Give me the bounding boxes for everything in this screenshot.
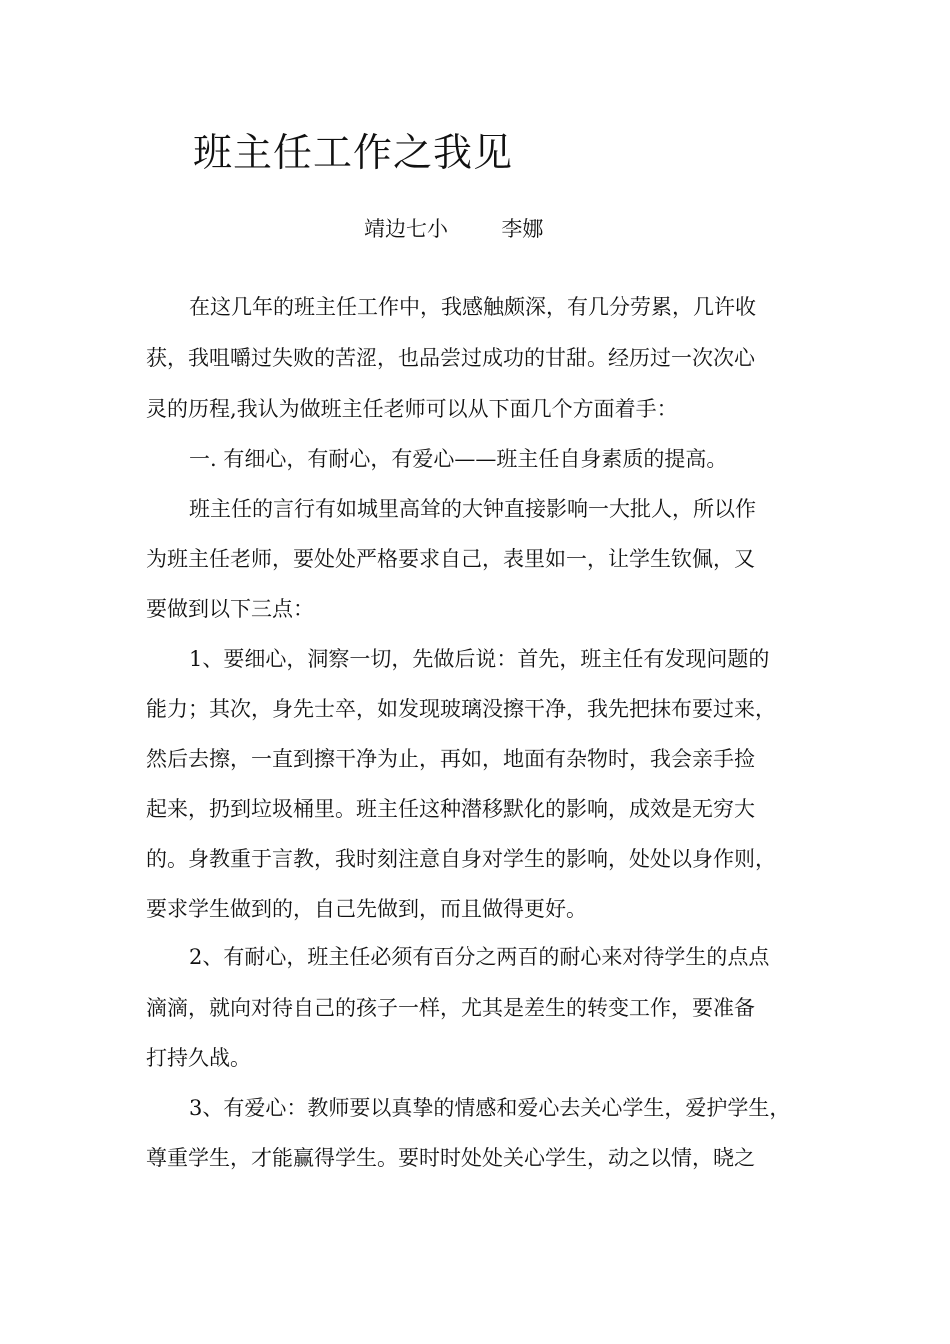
- text-line: 1、要细心，洞察一切，先做后说：首先，班主任有发现问题的: [189, 647, 770, 671]
- text-line: 滴滴，就向对待自己的孩子一样，尤其是差生的转变工作，要准备: [146, 996, 755, 1020]
- page-title: 班主任工作之我见: [193, 131, 514, 176]
- section-heading: 一. 有细心，有耐心，有爱心——班主任自身素质的提高。: [189, 447, 728, 471]
- text-line: 2、有耐心，班主任必须有百分之两百的耐心来对待学生的点点: [189, 945, 770, 969]
- text-line: 的。身教重于言教，我时刻注意自身对学生的影响，处处以身作则，: [146, 847, 776, 871]
- text-line: 要求学生做到的，自己先做到，而且做得更好。: [146, 897, 587, 921]
- text-line: 为班主任老师，要处处严格要求自己，表里如一，让学生钦佩，又: [146, 547, 755, 571]
- text-line: 起来，扔到垃圾桶里。班主任这种潜移默化的影响，成效是无穷大: [146, 797, 755, 821]
- text-line: 灵的历程,我认为做班主任老师可以从下面几个方面着手：: [146, 397, 678, 421]
- text-line: 3、有爱心：教师要以真挚的情感和爱心去关心学生，爱护学生，: [189, 1096, 791, 1120]
- text-line: 班主任的言行有如城里高耸的大钟直接影响一大批人，所以作: [189, 497, 756, 521]
- text-line: 打持久战。: [146, 1046, 251, 1070]
- text-line: 能力；其次，身先士卒，如发现玻璃没擦干净，我先把抹布要过来，: [146, 697, 776, 721]
- author-line: 靖边七小 李娜: [364, 217, 544, 241]
- text-line: 要做到以下三点：: [146, 597, 314, 621]
- text-line: 然后去擦，一直到擦干净为止，再如，地面有杂物时，我会亲手捡: [146, 747, 755, 771]
- text-line: 在这几年的班主任工作中，我感触颇深，有几分劳累，几许收: [189, 295, 756, 319]
- text-line: 尊重学生，才能赢得学生。要时时处处关心学生，动之以情，晓之: [146, 1146, 755, 1170]
- text-line: 获，我咀嚼过失败的苦涩，也品尝过成功的甘甜。经历过一次次心: [146, 346, 755, 370]
